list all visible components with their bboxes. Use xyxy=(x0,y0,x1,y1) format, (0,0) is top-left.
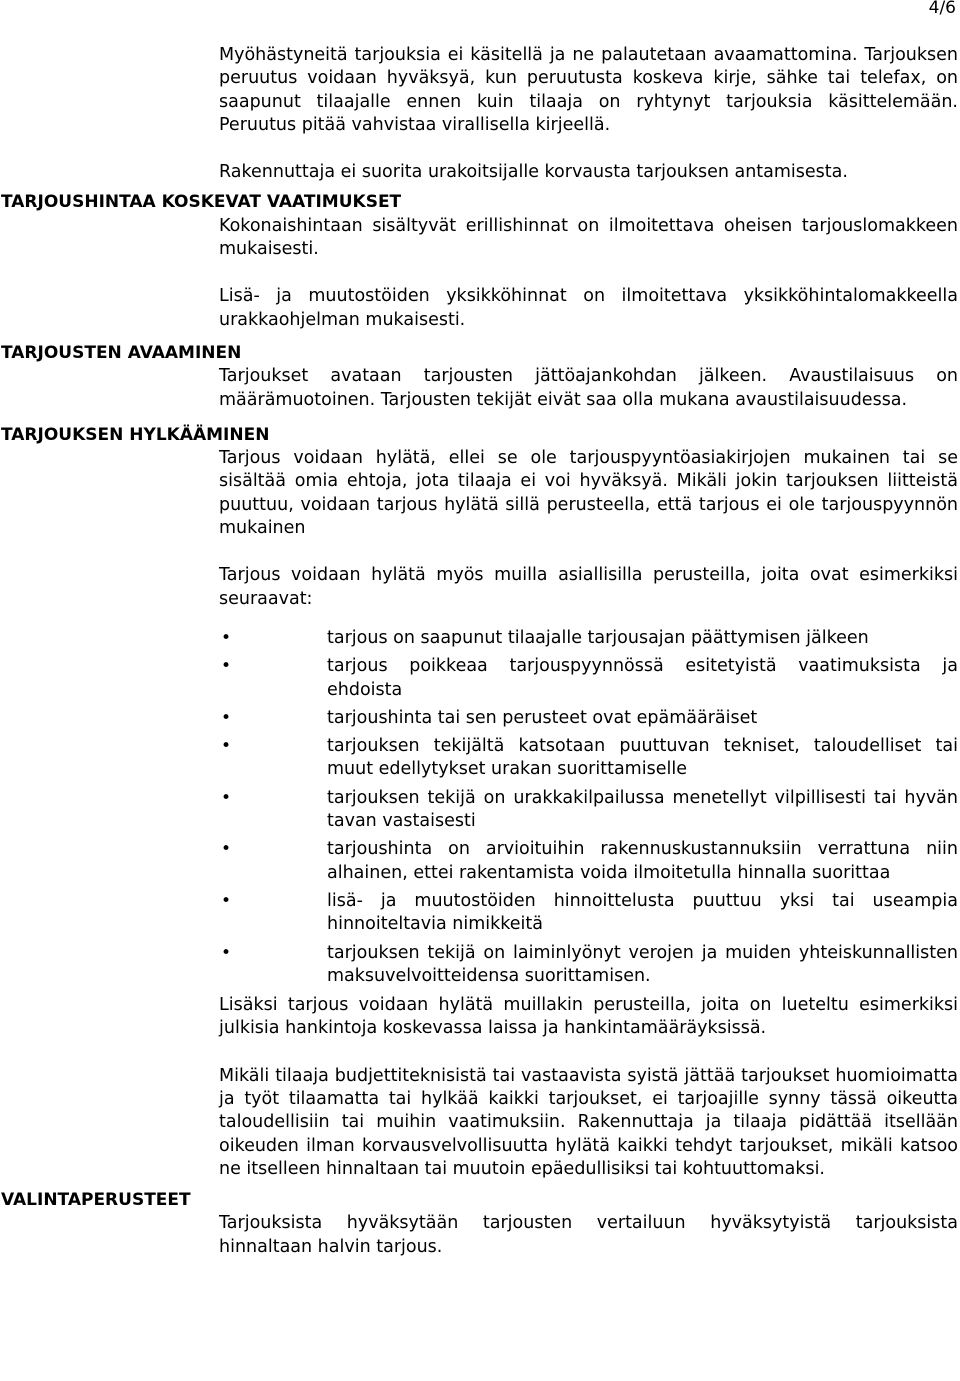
page-number: 4/6 xyxy=(928,0,956,18)
list-item: • tarjoushinta tai sen perusteet ovat epämääräiset xyxy=(0,707,958,730)
rejection-heading: TARJOUKSEN HYLKÄÄMINEN xyxy=(1,424,270,445)
list-item: • lisä- ja muutostöiden hinnoittelusta puuttuu yksi tai useampia hinnoiteltavia nimikkeitä xyxy=(221,890,958,935)
bullet-icon: • xyxy=(221,787,232,808)
bullet-icon: • xyxy=(221,839,232,860)
list-item: • tarjoushinta on arvioituihin rakennuskustannuksiin verrattuna niin alhainen, ettei rakentamista voida ilmoitetulla hinnalla suorittaa xyxy=(221,839,958,883)
criteria-heading: VALINTAPERUSTEET xyxy=(1,1190,191,1211)
bullet-icon: • xyxy=(221,890,232,911)
list-item: • tarjouksen tekijä on urakkakilpailussa menetellyt vilpillisesti tai hyvän tavan vastaisesti xyxy=(221,787,958,832)
list-item: • tarjous on saapunut tilaajalle tarjousajan päättymisen jälkeen xyxy=(0,627,958,650)
unit-price-paragraph: Lisä- ja muutostöiden yksikköhinnat on ilmoitettava yksikköhintalomakkeella urakkaohjelman mukaisesti. xyxy=(219,286,958,330)
rejection-grounds-paragraph: Tarjous voidaan hylätä myös muilla asiallisilla perusteilla, joita ovat esimerkiksi seuraavat: xyxy=(219,565,958,609)
rejection-grounds-list xyxy=(0,627,958,988)
opening-heading: TARJOUSTEN AVAAMINEN xyxy=(1,342,242,363)
criteria-paragraph: Tarjouksista hyväksytään tarjousten vertailuun hyväksytyistä tarjouksista hinnaltaan halvin tarjous. xyxy=(219,1213,958,1257)
late-offers-paragraph: Myöhästyneitä tarjouksia ei käsitellä ja ne palautetaan avaamattomina. Tarjouksen peruutus voidaan hyväksyä, kun peruutusta koskeva kirje, sähke tai telefax, on saapunut tilaajalle ennen kuin tilaaja on ryhtynyt tarjouksia käsittelemään. Peruutus pitää vahvistaa virallisella kirjeellä. xyxy=(219,45,958,135)
no-compensation-paragraph: Rakennuttaja ei suorita urakoitsijalle korvausta tarjouksen antamisesta. xyxy=(219,162,848,183)
bullet-icon: • xyxy=(221,707,232,728)
rejection-paragraph: Tarjous voidaan hylätä, ellei se ole tarjouspyyntöasiakirjojen mukainen tai se sisältää omia ehtoja, jota tilaaja ei voi hyväksyä. Mikäli jokin tarjouksen liitteistä puuttuu, voidaan tarjous hylätä sillä perusteella, että tarjous ei ole tarjouspyynnön mukainen xyxy=(219,448,958,539)
bullet-icon: • xyxy=(221,942,232,963)
bullet-icon: • xyxy=(221,627,232,648)
list-item: • tarjouksen tekijä on laiminlyönyt verojen ja muiden yhteiskunnallisten maksuvelvoitteidensa suorittamisen. xyxy=(221,942,958,986)
lump-sum-paragraph: Kokonaishintaan sisältyvät erillishinnat on ilmoitettava oheisen tarjouslomakkeen mukaisesti. xyxy=(219,215,958,260)
opening-paragraph: Tarjoukset avataan tarjousten jättöajankohdan jälkeen. Avaustilaisuus on määrämuotoinen. Tarjousten tekijät eivät saa olla mukana avaustilaisuudessa. xyxy=(219,366,958,410)
other-grounds-paragraph: Lisäksi tarjous voidaan hylätä muillakin perusteilla, joita on lueteltu esimerkiksi julkisia hankintoja koskevassa laissa ja hankintamääräyksissä. xyxy=(219,995,958,1039)
list-item: • tarjous poikkeaa tarjouspyynnössä esitetyistä vaatimuksista ja ehdoista xyxy=(221,656,958,700)
bullet-icon: • xyxy=(221,656,232,677)
bullet-icon: • xyxy=(221,736,232,757)
price-requirements-heading: TARJOUSHINTAA KOSKEVAT VAATIMUKSET xyxy=(1,192,402,213)
list-item: • tarjouksen tekijältä katsotaan puuttuvan tekniset, taloudelliset tai muut edellytykset urakan suorittamiselle xyxy=(221,736,958,780)
document-body xyxy=(0,44,960,1259)
budget-reasons-paragraph: Mikäli tilaaja budjettiteknisistä tai vastaavista syistä jättää tarjoukset huomioimatta ja työt tilaamatta tai hylkää kaikki tarjoukset, ei tarjoajille synny tässä oikeutta taloudellisiin tai muihin vaatimuksiin. Rakennuttaja ja tilaaja pidättää itsellään oikeuden ilman korvausvelvollisuutta hylätä kaikki tehdyt tarjoukset, mikäli katsoo ne itselleen hinnaltaan tai muutoin epäedullisiksi tai kohtuuttomaksi. xyxy=(219,1065,958,1179)
